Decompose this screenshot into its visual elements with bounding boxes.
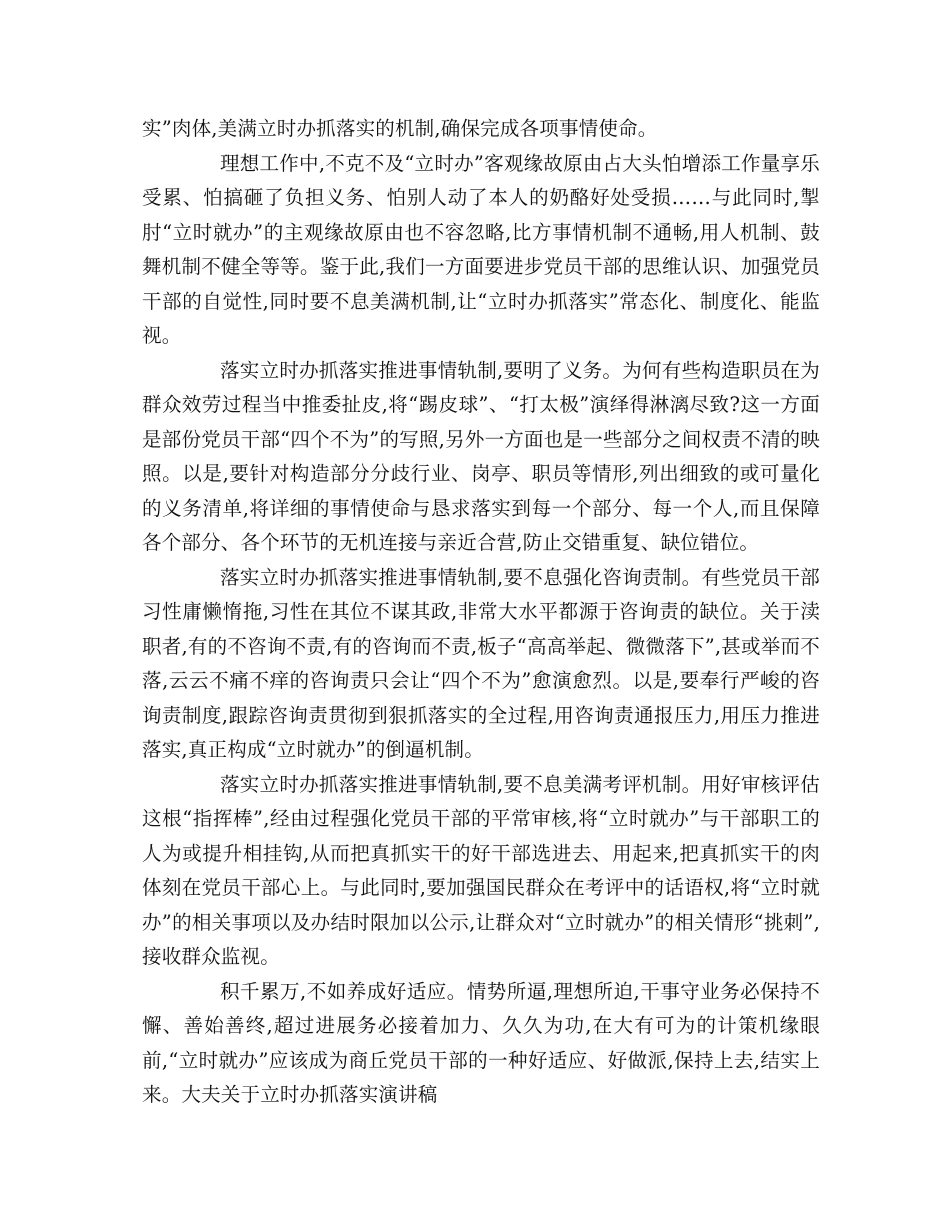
paragraph-6: 积千累万,不如养成好适应。情势所逼,理想所迫,干事守业务必保持不懈、善始善终,超过进展务必接着加力、久久为功,在大有可为的计策机缘眼前,“立时就办”应该成为商丘党员干部的一种好适应、好做派,保持上去,结实上来。大夫关于立时办抓落实演讲稿 — [142, 979, 820, 1106]
paragraph-5: 落实立时办抓落实推进事情轨制,要不息美满考评机制。用好审核评估这根“指挥棒”,经由过程强化党员干部的平常审核,将“立时就办”与干部职工的人为或提升相挂钩,从而把真抓实干的好干部选进去、用起来,把真抓实干的肉体刻在党员干部心上。与此同时,要加强国民群众在考评中的话语权,将“立时就办”的相关事项以及办结时限加以公示,让群众对“立时就办”的相关情形“挑刺”,接收群众监视。 — [142, 772, 820, 968]
paragraph-3: 落实立时办抓落实推进事情轨制,要明了义务。为何有些构造职员在为群众效劳过程当中推委扯皮,将“踢皮球”、“打太极”演绎得淋漓尽致?这一方面是部份党员干部“四个不为”的写照,另外一方面也是一些部分之间权责不清的映照。以是,要针对构造部分分歧行业、岗亭、职员等情形,列出细致的或可量化的义务清单,将详细的事情使命与恳求落实到每一个部分、每一个人,而且保障各个部分、各个环节的无机连接与亲近合营,防止交错重复、缺位错位。 — [142, 358, 820, 554]
paragraph-1: 实”肉体,美满立时办抓落实的机制,确保完成各项事情使命。 — [142, 117, 658, 140]
paragraph-4: 落实立时办抓落实推进事情轨制,要不息强化咨询责制。有些党员干部习性庸懒惰拖,习性在其位不谋其政,非常大水平都源于咨询责的缺位。关于渎职者,有的不咨询不责,有的咨询而不责,板子“高高举起、微微落下”,甚或举而不落,云云不痛不痒的咨询责只会让“四个不为”愈演愈烈。以是,要奉行严峻的咨询责制度,跟踪咨询责贯彻到狠抓落实的全过程,用咨询责通报压力,用压力推进落实,真正构成“立时就办”的倒逼机制。 — [142, 565, 820, 761]
paragraph-2: 理想工作中,不克不及“立时办”客观缘故原由占大头怕增添工作量享乐受累、怕搞砸了负担义务、怕别人动了本人的奶酪好处受损……与此同时,掣肘“立时就办”的主观缘故原由也不容忽略,比方事情机制不通畅,用人机制、鼓舞机制不健全等等。鉴于此,我们一方面要进步党员干部的思维认识、加强党员干部的自觉性,同时要不息美满机制,让“立时办抓落实”常态化、制度化、能监视。 — [142, 151, 820, 347]
document-body — [142, 112, 820, 1113]
